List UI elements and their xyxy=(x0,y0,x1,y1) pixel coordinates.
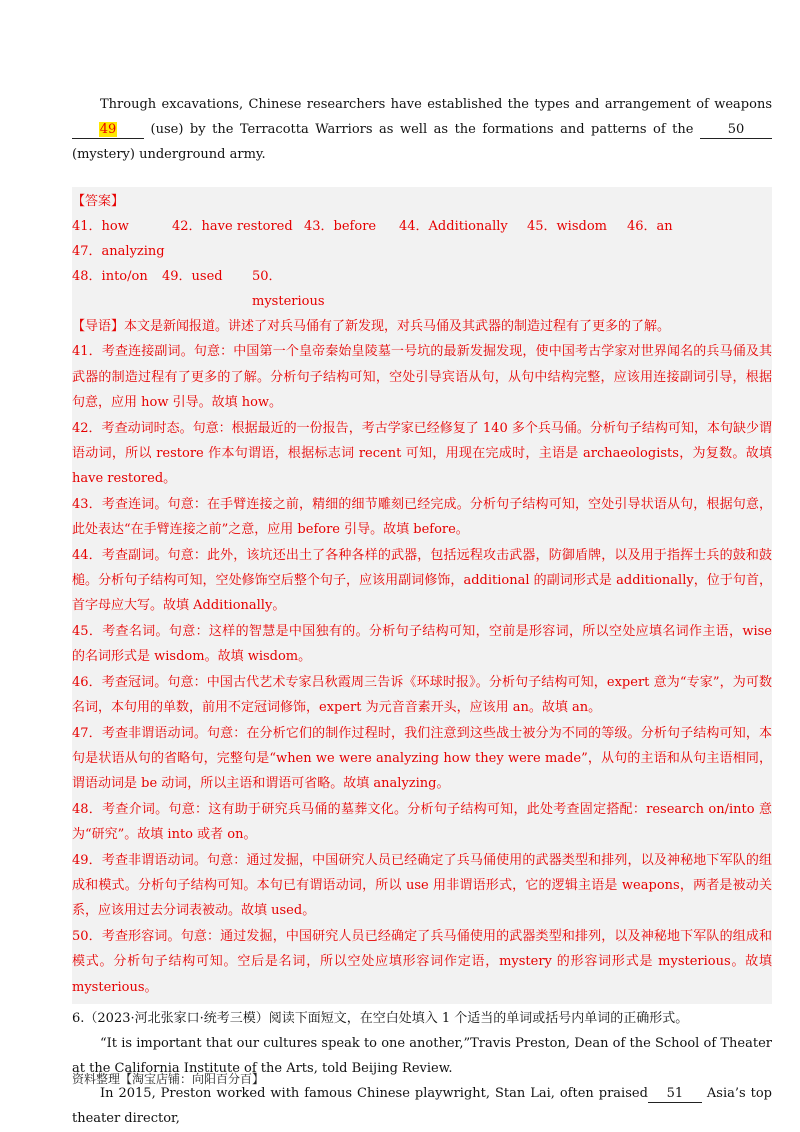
explanation-44: 44．考查副词。句意：此外，该坑还出土了各种各样的武器，包括远程攻击武器，防御盾牌，以及用于指挥士兵的鼓和鼓槌。分析句子结构可知，空处修饰空后整个句子，应该用副词修饰，additional 的副词形式是 additionally，位于句首，首字母应大写。故填 Additionally。 xyxy=(72,547,772,614)
answer-item: 44．Additionally xyxy=(399,219,508,234)
explanation-43: 43．考查连词。句意：在手臂连接之前，精细的细节雕刻已经完成。分析句子结构可知，空处引导状语从句，根据句意，此处表达“在手臂连接之前”之意，应用 before 引导。故填 before。 xyxy=(72,496,772,538)
answer-item: 45．wisdom xyxy=(527,219,607,234)
explanation-41: 41．考查连接副词。句意：中国第一个皇帝秦始皇陵墓一号坑的最新发掘发现，使中国考古学家对世界闻名的兵马俑及其武器的制造过程有了更多的了解。分析句子结构可知，空处引导宾语从句，从句中结构完整，应该用连接副词引导，根据句意，应用 how 引导。故填 how。 xyxy=(72,344,772,411)
answer-item: 50．mysterious xyxy=(252,269,325,309)
answer-row xyxy=(72,214,772,264)
passage-text: (use) by the Terracotta Warriors as well as the formations and patterns of the xyxy=(144,122,700,137)
answer-item: 41．how xyxy=(72,219,129,234)
answer-item: 46．an xyxy=(627,219,673,234)
explanation-45: 45．考查名词。句意：这样的智慧是中国独有的。分析句子结构可知，空前是形容词，所以空处应填名词作主语，wise 的名词形式是 wisdom。故填 wisdom。 xyxy=(72,623,772,665)
question-6-heading: 6.（2023·河北张家口·统考三模）阅读下面短文，在空白处填入 1 个适当的单词或括号内单词的正确形式。 xyxy=(72,1010,689,1026)
answer-block xyxy=(72,187,772,1004)
explanation-48: 48．考查介词。句意：这有助于研究兵马俑的墓葬文化。分析句子结构可知，此处考查固定搭配：research on/into 意为“研究”。故填 into 或者 on。 xyxy=(72,801,772,843)
passage-text: Through excavations, Chinese researchers have established the types and arrangement of weapons xyxy=(100,97,772,112)
question-6-paragraph: “It is important that our cultures speak to one another,”Travis Preston, Dean of the School of Theater at the California Institute of the Arts, told Beijing Review. xyxy=(72,1035,772,1076)
explanation-50: 50．考查形容词。句意：通过发掘，中国研究人员已经确定了兵马俑使用的武器类型和排列，以及神秘地下军队的组成和模式。分析句子结构可知。空后是名词，所以空处应填形容词作定语，mystery 的形容词形式是 mysterious。故填 mysterious。 xyxy=(72,928,772,995)
answer-item: 42．have restored xyxy=(172,219,293,234)
document-page xyxy=(72,92,772,1131)
passage-text: Asia’s top theater director, xyxy=(72,1085,772,1126)
explanation-49: 49．考查非谓语动词。句意：通过发掘，中国研究人员已经确定了兵马俑使用的武器类型和排列，以及神秘地下军队的组成和模式。分析句子结构可知。本句已有谓语动词，所以 use 用非谓语形式，它的逻辑主语是 weapons，两者是被动关系，应该用过去分词表被动。故填 used。 xyxy=(72,852,772,919)
answer-item: 49．used xyxy=(162,269,223,284)
passage-text: (mystery) underground army. xyxy=(72,147,266,162)
footer-note: 资料整理【淘宝店铺：向阳百分百】 xyxy=(72,1072,265,1086)
blank-50-number: 50 xyxy=(727,122,745,137)
answer-row xyxy=(72,264,772,314)
blank-51 xyxy=(648,1086,702,1103)
question-6-paragraph xyxy=(72,1081,772,1131)
passage-text: In 2015, Preston worked with famous Chinese playwright, Stan Lai, often praised xyxy=(100,1085,648,1101)
blank-50 xyxy=(700,122,772,139)
explanation-intro: 【导语】本文是新闻报道。讲述了对兵马俑有了新发现，对兵马俑及其武器的制造过程有了更多的了解。 xyxy=(72,319,671,334)
blank-49-number: 49 xyxy=(99,122,117,137)
answer-item: 47．analyzing xyxy=(72,244,165,259)
passage-paragraph xyxy=(72,92,772,167)
explanation-47: 47．考查非谓语动词。句意：在分析它们的制作过程时，我们注意到这些战士被分为不同的等级。分析句子结构可知，本句是状语从句的省略句，完整句是“when we were analyzing how they were made”，从句的主语和从句主语相同，谓语动词是 be 动词，所以主语和谓语可省略。故填 analyzing。 xyxy=(72,725,772,792)
explanation-42: 42．考查动词时态。句意：根据最近的一份报告，考古学家已经修复了 140 多个兵马俑。分析句子结构可知，本句缺少谓语动词，所以 restore 作本句谓语，根据标志词 recent 可知，用现在完成时，主语是 archaeologists，为复数。故填 have restored。 xyxy=(72,420,772,487)
answer-item: 48．into/on xyxy=(72,269,148,284)
answer-item: 43．before xyxy=(304,219,377,234)
answer-title: 【答案】 xyxy=(72,194,125,209)
blank-51-number: 51 xyxy=(666,1085,684,1101)
explanation-46: 46．考查冠词。句意：中国古代艺术专家吕秋霞周三告诉《环球时报》。分析句子结构可知，expert 意为“专家”，为可数名词，本句用的单数，前用不定冠词修饰，expert 为元音音素开头，应该用 an。故填 an。 xyxy=(72,674,772,716)
blank-49 xyxy=(72,122,144,139)
